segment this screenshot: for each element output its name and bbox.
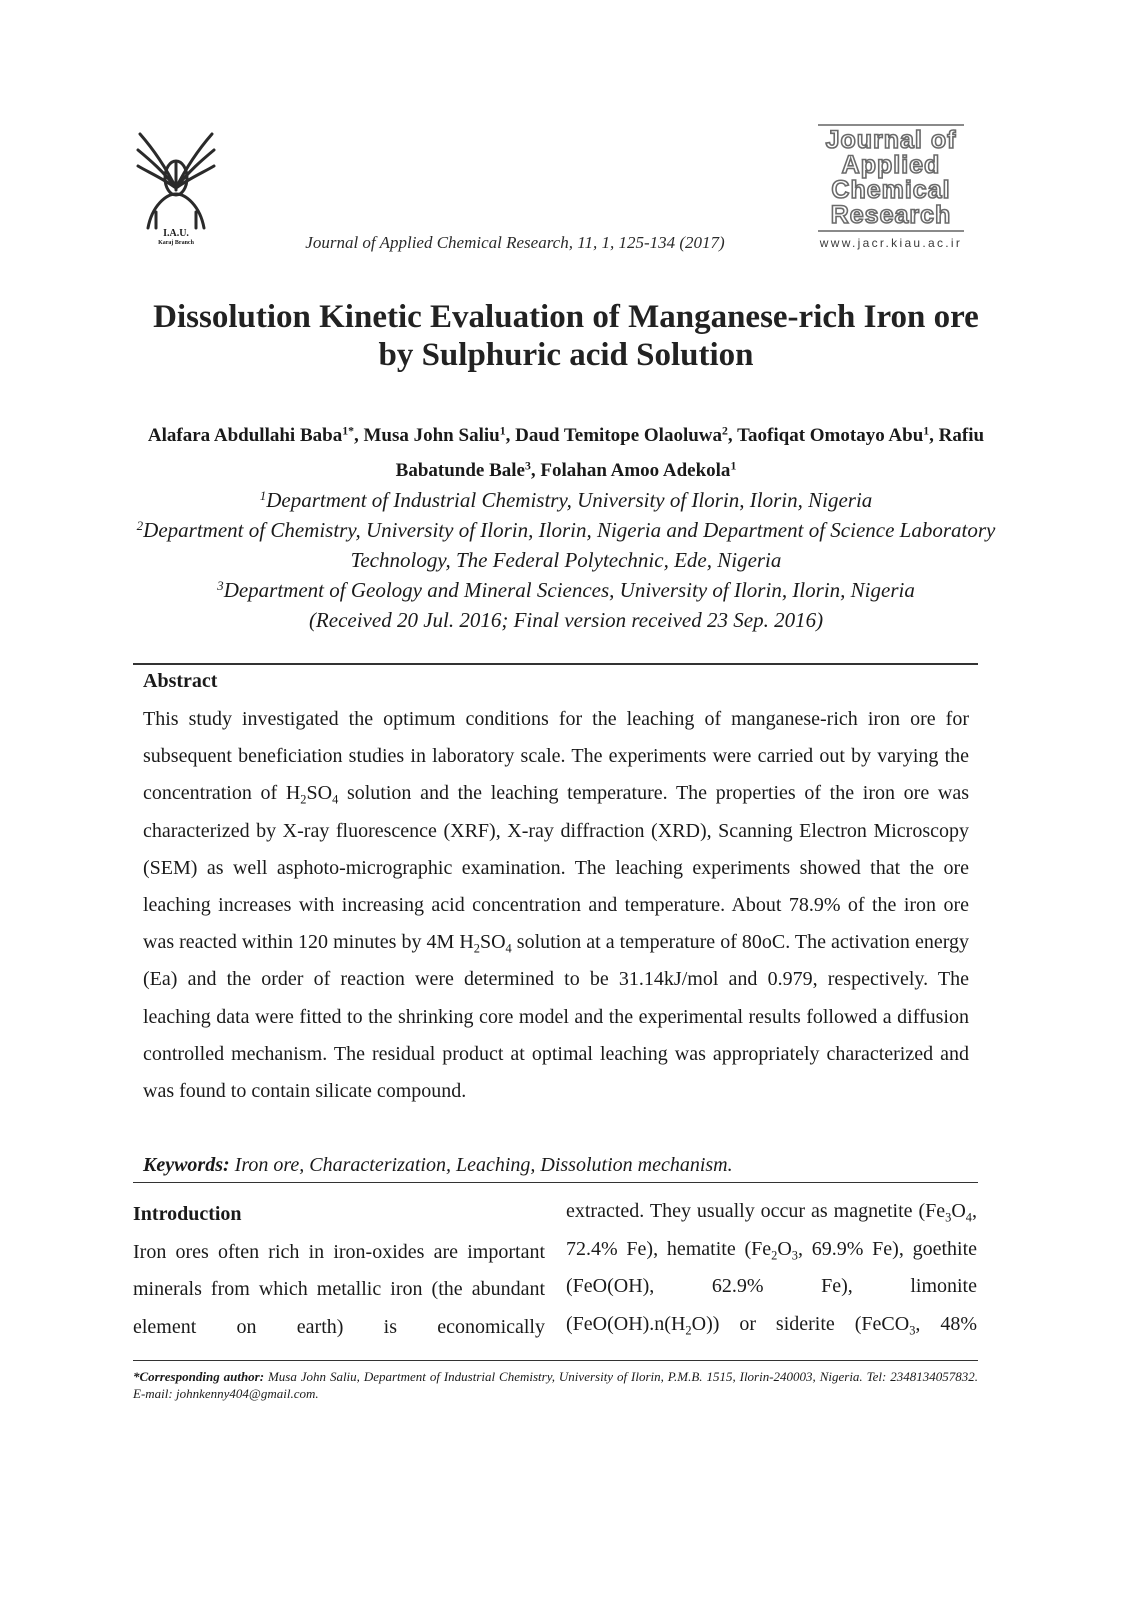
keywords-text: Iron ore, Characterization, Leaching, Dissolution mechanism.	[229, 1154, 733, 1176]
author-mark: 2	[722, 424, 728, 438]
author-mark: 1	[730, 459, 737, 473]
intro-text-segment: , 48%	[915, 1312, 977, 1335]
jacr-wordmark-line-3: Chemical	[831, 176, 951, 204]
affiliation: $^3$Department of Geology and Mineral Sciences, University of Ilorin, Ilorin, Nigeria	[217, 577, 915, 602]
iau-logo-text: I.A.U.	[163, 228, 189, 239]
subscript: 3	[909, 1322, 916, 1337]
intro-text-segment: O)) or siderite (FeCO	[691, 1312, 910, 1335]
intro-heading: Introduction	[133, 1203, 242, 1225]
journal-url: www.jacr.kiau.ac.ir	[819, 236, 963, 250]
subscript: 2	[771, 1247, 778, 1262]
jacr-wordmark-line-2: Applied	[841, 151, 941, 179]
divider	[133, 1182, 978, 1183]
author-name: Alafara Abdullahi Baba	[147, 425, 343, 446]
author-name: Folahan Amoo Adekola	[540, 460, 731, 481]
intro-column-left	[133, 1196, 545, 1346]
paper-title-line-2: by Sulphuric acid Solution	[378, 337, 754, 373]
footnote-divider	[133, 1360, 978, 1361]
intro-text-segment: , 69.9% Fe), goethite (FeO(OH), 62.9% Fe), limonite (FeO(OH).n(H	[566, 1237, 978, 1335]
author-mark: 1	[499, 424, 506, 438]
subscript: 3	[791, 1247, 798, 1262]
iau-logo-subtext: Karaj Branch	[158, 240, 194, 246]
divider	[133, 663, 978, 665]
affiliation: $^2$Department of Chemistry, University of Ilorin, Ilorin, Nigeria and Department of Science Laboratory Technology, The Federal Polytechnic, Ede, Nigeria	[136, 517, 996, 572]
intro-text-segment: , 72.4% Fe), hematite (Fe	[566, 1200, 977, 1260]
received-dates: (Received 20 Jul. 2016; Final version received 23 Sep. 2016)	[308, 608, 824, 632]
subscript: 2	[685, 1322, 692, 1337]
footnote-text: Musa John Saliu, Department of Industrial Chemistry, University of Ilorin, P.M.B. 1515, Ilorin-240003, Nigeria. Tel: 2348134057832. E-mail: johnkenny404@gmail.com.	[133, 1369, 978, 1401]
author-name: Rafiu Babatunde Bale	[395, 425, 985, 481]
abstract-heading: Abstract	[143, 670, 218, 692]
author-mark: 1	[923, 424, 930, 438]
corresponding-author-footnote	[133, 1368, 978, 1402]
author-mark: 3	[525, 459, 531, 473]
jacr-wordmark-line-1: Journal of	[825, 126, 957, 154]
intro-column-right	[566, 1193, 977, 1343]
jacr-wordmark-line-4: Research	[830, 201, 952, 229]
journal-reference: Journal of Applied Chemical Research, 11, 1, 125-134 (2017)	[305, 233, 725, 252]
paper-title	[110, 298, 1022, 374]
subscript: 3	[945, 1210, 952, 1225]
journal-logo	[818, 124, 964, 256]
subscript: 4	[965, 1210, 972, 1225]
affiliation: $^1$Department of Industrial Chemistry, University of Ilorin, Ilorin, Nigeria	[259, 487, 873, 512]
keywords-label: Keywords:	[143, 1154, 230, 1176]
affiliation-list	[120, 485, 1012, 635]
author-name: Taofiqat Omotayo Abu	[737, 425, 924, 446]
keywords	[143, 1151, 969, 1179]
intro-text-segment: extracted. They usually occur as magnetite (Fe	[566, 1200, 946, 1222]
author-name: Musa John Saliu	[363, 425, 500, 446]
author-name: Daud Temitope Olaoluwa	[515, 425, 723, 446]
intro-paragraph: Iron ores often rich in iron-oxides are important minerals from which metallic iron (the abundant element on earth) is economically	[133, 1240, 545, 1338]
author-list: Alafara Abdullahi Baba$^{1*}$, Musa John Saliu$^1$, Daud Temitope Olaoluwa$^2$, Taofiqat Omotayo Abu$^1$, Rafiu Babatunde Bale$^3$, Folahan Amoo Adekola$^1$	[147, 424, 985, 481]
footnote-label: *Corresponding author:	[133, 1369, 265, 1384]
iau-emblem-icon	[136, 128, 216, 254]
paper-title-line-1: Dissolution Kinetic Evaluation of Manganese-rich Iron ore	[153, 299, 979, 335]
intro-text-segment: O	[951, 1200, 966, 1222]
abstract-text: This study investigated the optimum conditions for the leaching of manganese-rich iron ore for subsequent beneficiation studies in laboratory scale. The experiments were carried out by varying the concentration of $H_2SO_4$ solution and the leaching temperature. The properties of the iron ore was characterized by X-ray fluorescence (XRF), X-ray diffraction (XRD), Scanning Electron Microscopy (SEM) as well asphoto-micrographic examination. The leaching experiments showed that the ore leaching increases with increasing acid concentration and temperature. About 78.9% of the iron ore was reacted within 120 minutes by 4M $H_2SO_4$ solution at a temperature of 80oC. The activation energy (Ea) and the order of reaction were determined to be 31.14kJ/mol and 0.979, respectively. The leaching data were fitted to the shrinking core model and the experimental results followed a diffusion controlled mechanism. The residual product at optimal leaching was appropriately characterized and was found to contain silicate compound.	[143, 708, 969, 1103]
author-mark: 1*	[342, 424, 354, 438]
intro-text-segment: O	[777, 1237, 792, 1260]
